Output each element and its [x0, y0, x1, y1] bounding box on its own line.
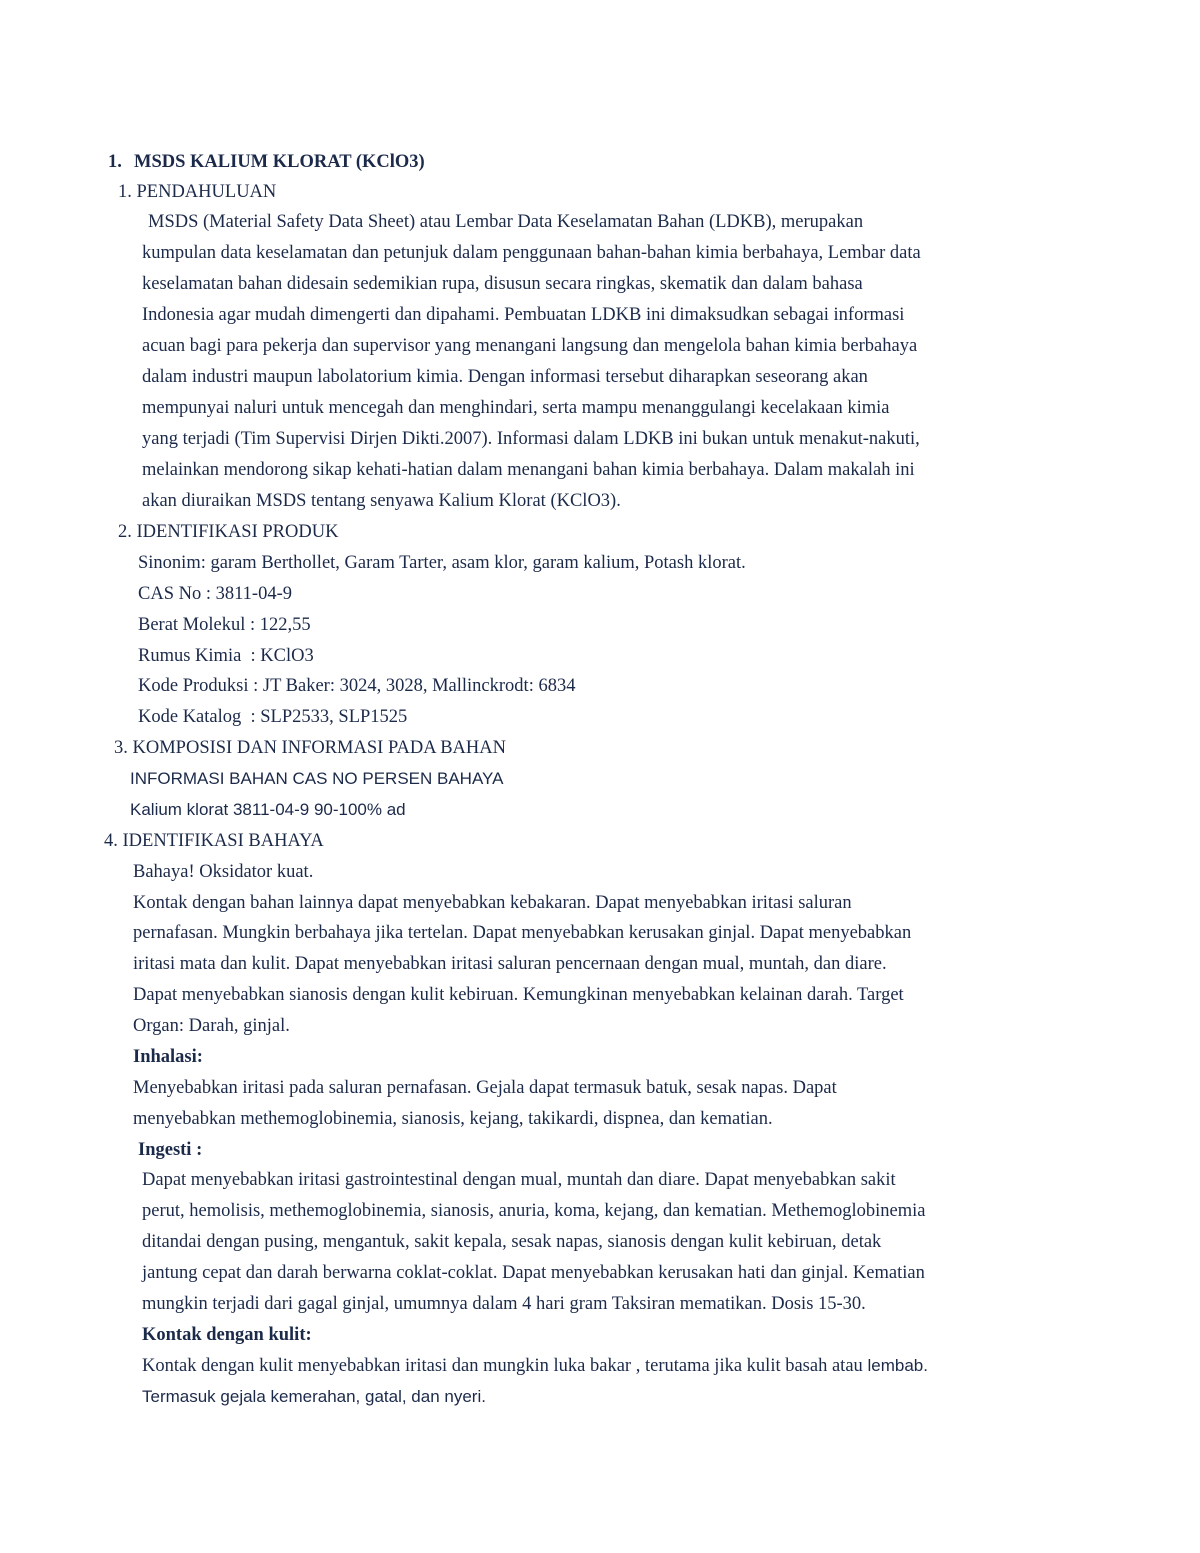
document-title	[108, 150, 425, 174]
product-synonyms: Sinonim: garam Berthollet, Garam Tarter, asam klor, garam kalium, Potash klorat.	[138, 553, 746, 573]
paragraph-line: yang terjadi (Tim Supervisi Dirjen Dikti.2007). Informasi dalam LDKB ini bukan untuk menakut-nakuti,	[142, 429, 920, 449]
hazard-line: Organ: Darah, ginjal.	[133, 1016, 290, 1036]
subheading-inhalasi: Inhalasi:	[133, 1047, 203, 1067]
subheading-kontak-kulit: Kontak dengan kulit:	[142, 1325, 312, 1345]
paragraph-line: mempunyai naluri untuk mencegah dan menghindari, serta mampu menanggulangi kecelakaan kimia	[142, 398, 890, 418]
paragraph-line: acuan bagi para pekerja dan supervisor yang menangani langsung dan mengelola bahan kimia berbahaya	[142, 336, 918, 356]
kontak-kulit-line	[142, 1354, 928, 1378]
hazard-line: Kontak dengan bahan lainnya dapat menyebabkan kebakaran. Dapat menyebabkan iritasi saluran	[133, 893, 852, 913]
paragraph-line: melainkan mendorong sikap kehati-hatian dalam menangani bahan kimia berbahaya. Dalam makalah ini	[142, 460, 915, 480]
paragraph-line: kumpulan data keselamatan dan petunjuk dalam penggunaan bahan-bahan kimia berbahaya, Lembar data	[142, 243, 921, 263]
inhalasi-line: menyebabkan methemoglobinemia, sianosis, kejang, takikardi, dispnea, dan kematian.	[133, 1109, 773, 1129]
title-text: MSDS KALIUM KLORAT (KClO3)	[134, 152, 425, 172]
ingesti-line: mungkin terjadi dari gagal ginjal, umumnya dalam 4 hari gram Taksiran mematikan. Dosis 15-30.	[142, 1294, 866, 1314]
section-heading-pendahuluan: 1. PENDAHULUAN	[118, 182, 277, 202]
product-production-code: Kode Produksi : JT Baker: 3024, 3028, Mallinckrodt: 6834	[138, 676, 576, 696]
hazard-line: iritasi mata dan kulit. Dapat menyebabkan iritasi saluran pencernaan dengan mual, muntah, dan diare.	[133, 954, 887, 974]
paragraph-line: dalam industri maupun labolatorium kimia. Dengan informasi tersebut diharapkan seseorang akan	[142, 367, 868, 387]
title-number: 1.	[108, 152, 122, 172]
section-heading-identifikasi-produk: 2. IDENTIFIKASI PRODUK	[118, 522, 339, 542]
paragraph-line: keselamatan bahan didesain sedemikian rupa, disusun secara ringkas, skematik dan dalam bahasa	[142, 274, 863, 294]
subheading-ingesti: Ingesti :	[138, 1140, 203, 1160]
section-heading-komposisi: 3. KOMPOSISI DAN INFORMASI PADA BAHAN	[114, 738, 506, 758]
inhalasi-line: Menyebabkan iritasi pada saluran pernafasan. Gejala dapat termasuk batuk, sesak napas. Dapat	[133, 1078, 837, 1098]
paragraph-line: akan diuraikan MSDS tentang senyawa Kalium Klorat (KClO3).	[142, 491, 621, 511]
section-heading-identifikasi-bahaya: 4. IDENTIFIKASI BAHAYA	[104, 831, 324, 851]
product-chemical-formula: Rumus Kimia : KClO3	[138, 646, 314, 666]
hazard-line: pernafasan. Mungkin berbahaya jika tertelan. Dapat menyebabkan kerusakan ginjal. Dapat menyebabkan	[133, 923, 912, 943]
product-molecular-weight: Berat Molekul : 122,55	[138, 615, 311, 635]
ingesti-line: jantung cepat dan darah berwarna coklat-coklat. Dapat menyebabkan kerusakan hati dan ginjal. Kematian	[142, 1263, 925, 1283]
kontak-kulit-line-serif: Kontak dengan kulit menyebabkan iritasi dan mungkin luka bakar , terutama jika kulit basah atau	[142, 1356, 863, 1376]
composition-table-header: INFORMASI BAHAN CAS NO PERSEN BAHAYA	[130, 769, 504, 788]
hazard-line: Bahaya! Oksidator kuat.	[133, 862, 314, 882]
paragraph-line: Indonesia agar mudah dimengerti dan dipahami. Pembuatan LDKB ini dimaksudkan sebagai informasi	[142, 305, 905, 325]
product-cas-no: CAS No : 3811-04-9	[138, 584, 292, 604]
kontak-kulit-line: Termasuk gejala kemerahan, gatal, dan nyeri.	[142, 1387, 486, 1406]
ingesti-line: Dapat menyebabkan iritasi gastrointestinal dengan mual, muntah dan diare. Dapat menyebabkan sakit	[142, 1170, 896, 1190]
paragraph-line: MSDS (Material Safety Data Sheet) atau Lembar Data Keselamatan Bahan (LDKB), merupakan	[148, 212, 864, 232]
hazard-line: Dapat menyebabkan sianosis dengan kulit kebiruan. Kemungkinan menyebabkan kelainan darah. Target	[133, 985, 904, 1005]
kontak-kulit-line-sans: lembab.	[862, 1356, 928, 1375]
ingesti-line: perut, hemolisis, methemoglobinemia, sianosis, anuria, koma, kejang, dan kematian. Methemoglobinemia	[142, 1201, 926, 1221]
composition-table-row: Kalium klorat 3811-04-9 90-100% ad	[130, 800, 406, 819]
ingesti-line: ditandai dengan pusing, mengantuk, sakit kepala, sesak napas, sianosis dengan kulit kebiruan, detak	[142, 1232, 882, 1252]
product-catalog-code: Kode Katalog : SLP2533, SLP1525	[138, 707, 408, 727]
